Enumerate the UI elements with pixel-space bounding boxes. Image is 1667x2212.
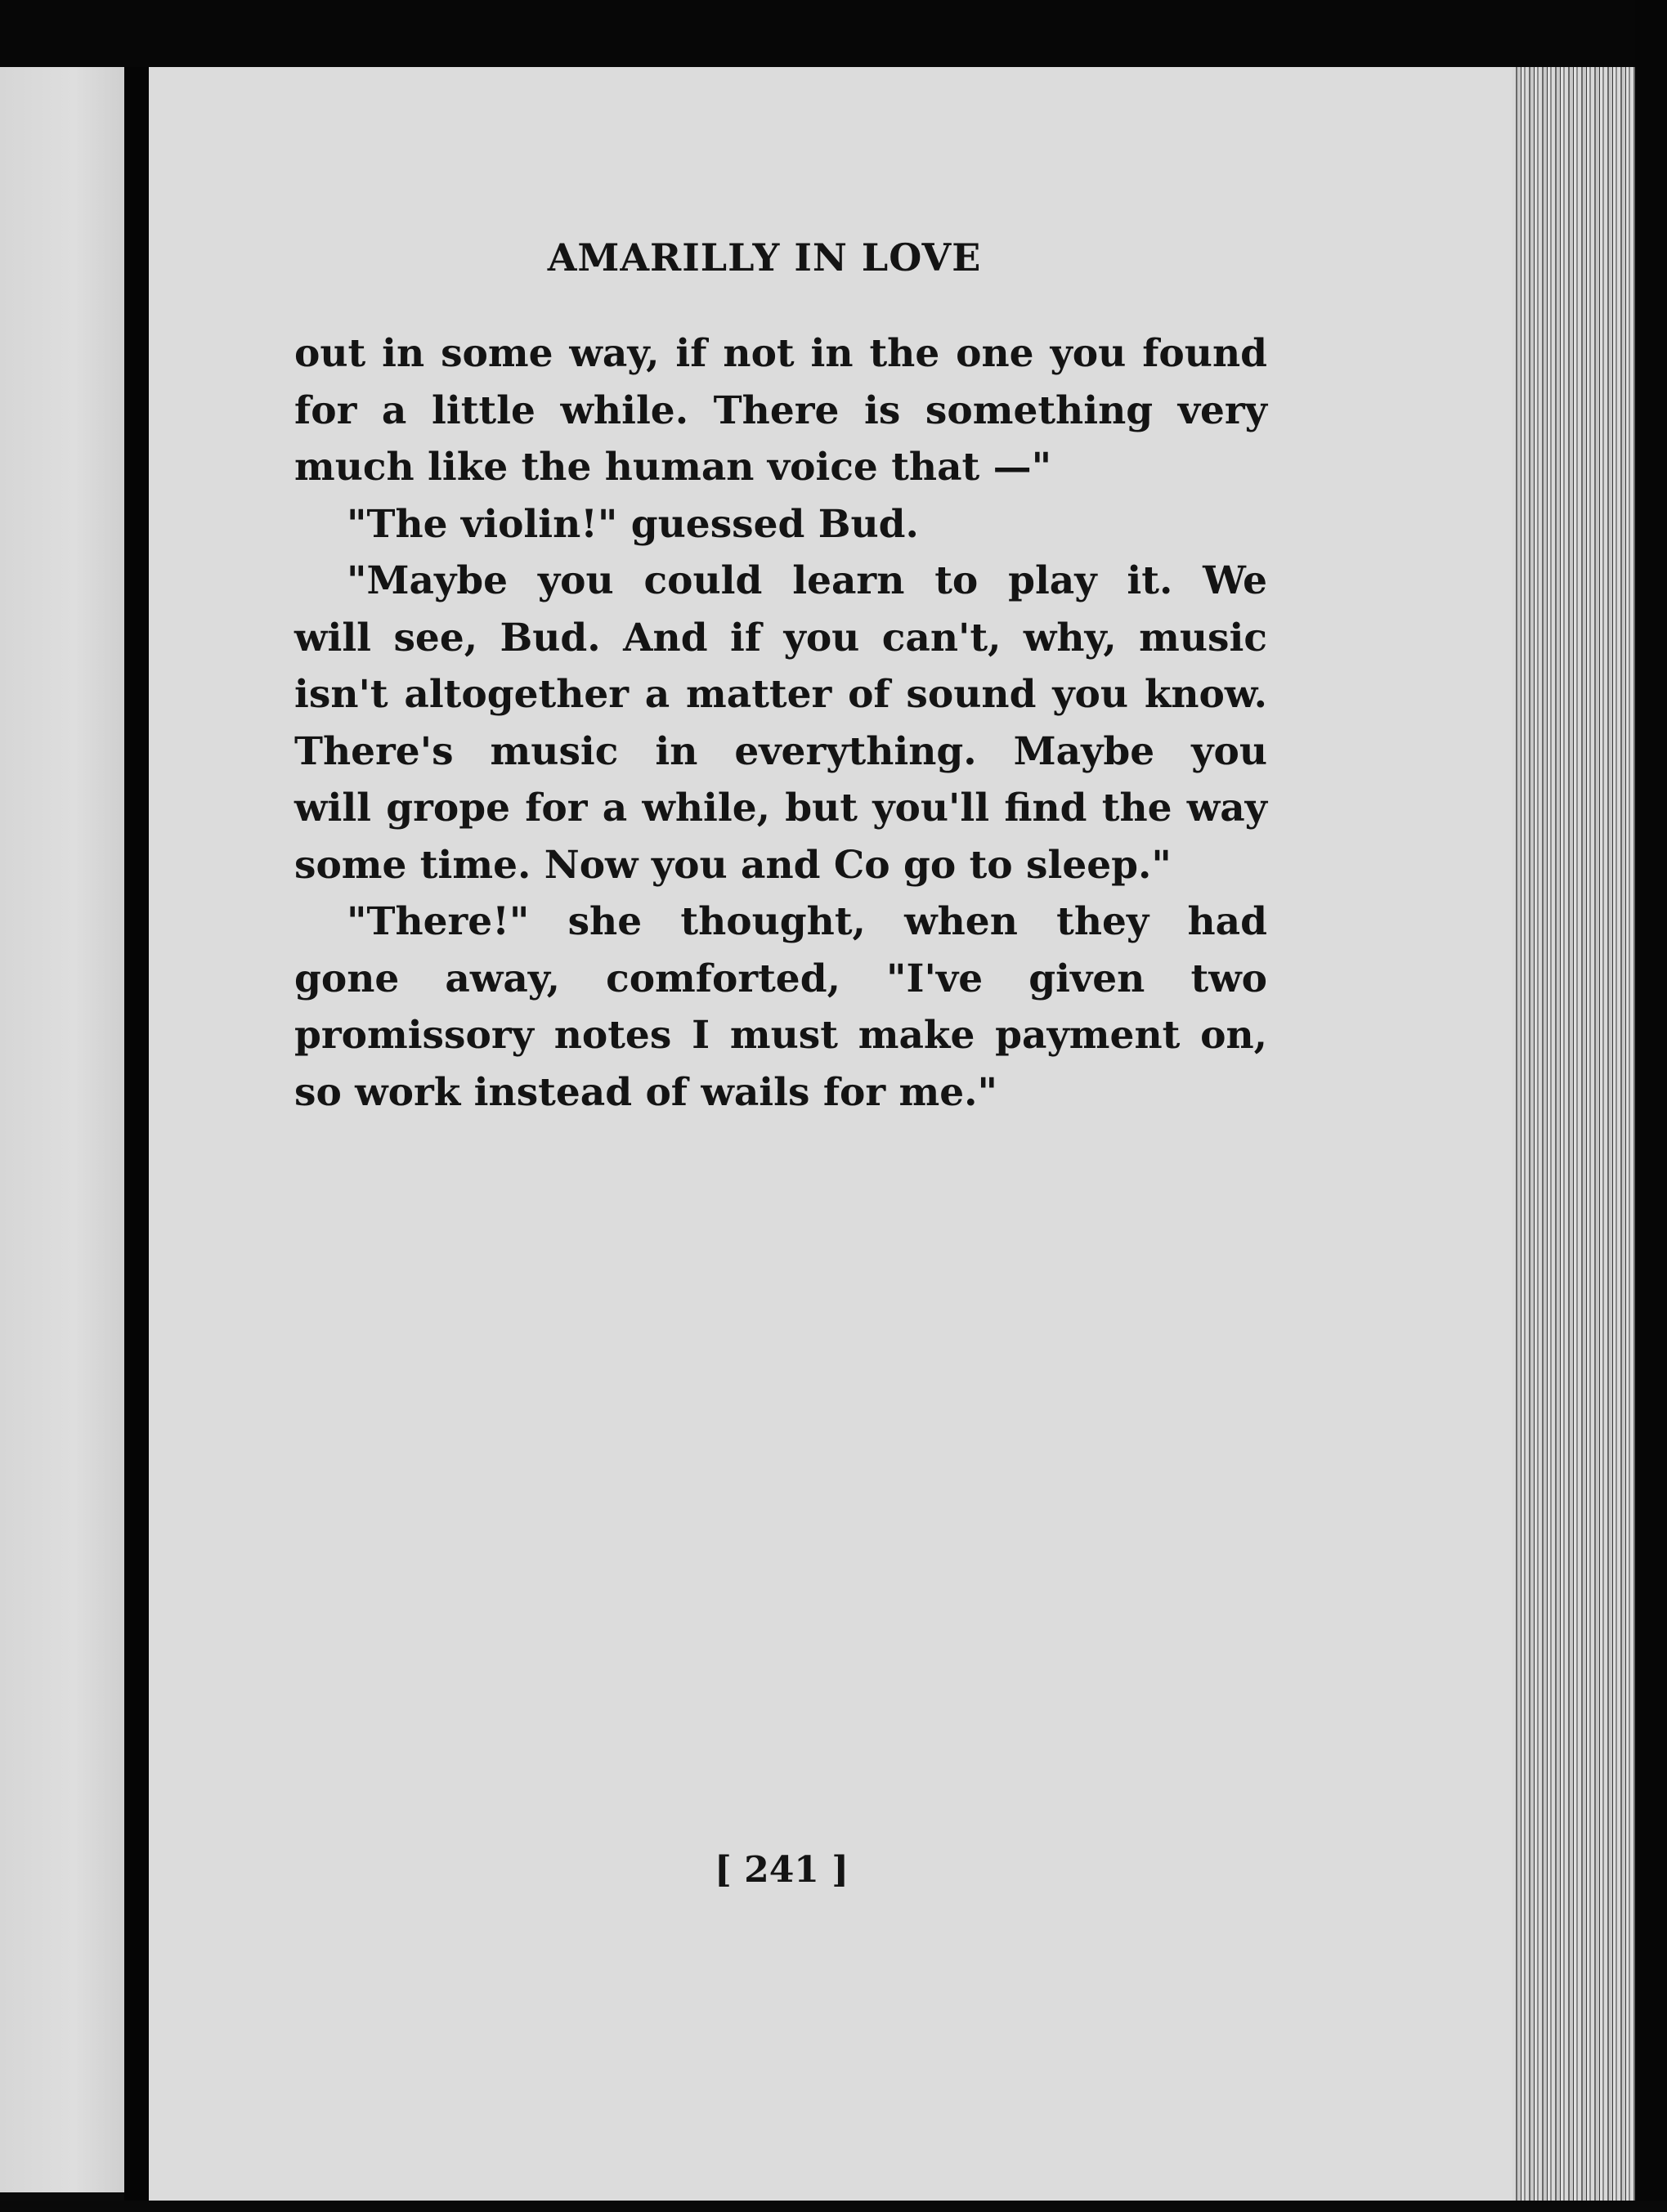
text-line: "The violin!" guessed Bud.: [347, 501, 919, 547]
text-line: out in some way, if not in the one you found: [294, 331, 1267, 376]
text-line: so work instead of wails for me.": [294, 1069, 997, 1115]
book-gutter: [124, 67, 149, 2212]
text-line: for a little while. There is something very: [294, 387, 1267, 433]
text-line: much like the human voice that —": [294, 445, 1052, 490]
scanner-right-border: [1635, 0, 1667, 2212]
body-text: [294, 325, 1267, 1121]
text-line: gone away, comforted, "I've given two: [294, 956, 1267, 1001]
text-line: promissory notes I must make payment on,: [294, 1013, 1267, 1058]
previous-page-edge: [0, 67, 124, 2192]
text-line: "There!" she thought, when they had: [347, 899, 1267, 944]
text-line: isn't altogether a matter of sound you know.: [294, 672, 1267, 717]
text-line: will grope for a while, but you'll find the way: [294, 786, 1267, 831]
text-line: There's music in everything. Maybe you: [294, 728, 1267, 774]
page-stack-edges: [1512, 67, 1635, 2201]
text-line: will see, Bud. And if you can't, why, music: [294, 615, 1267, 660]
text-line: "Maybe you could learn to play it. We: [347, 558, 1267, 603]
page-number: [ 241 ]: [714, 1849, 849, 1891]
scanner-bottom-border: [0, 2201, 1667, 2212]
scanner-top-border: [0, 0, 1667, 67]
running-head: AMARILLY IN LOVE: [547, 235, 982, 280]
text-line: some time. Now you and Co go to sleep.": [294, 842, 1172, 888]
